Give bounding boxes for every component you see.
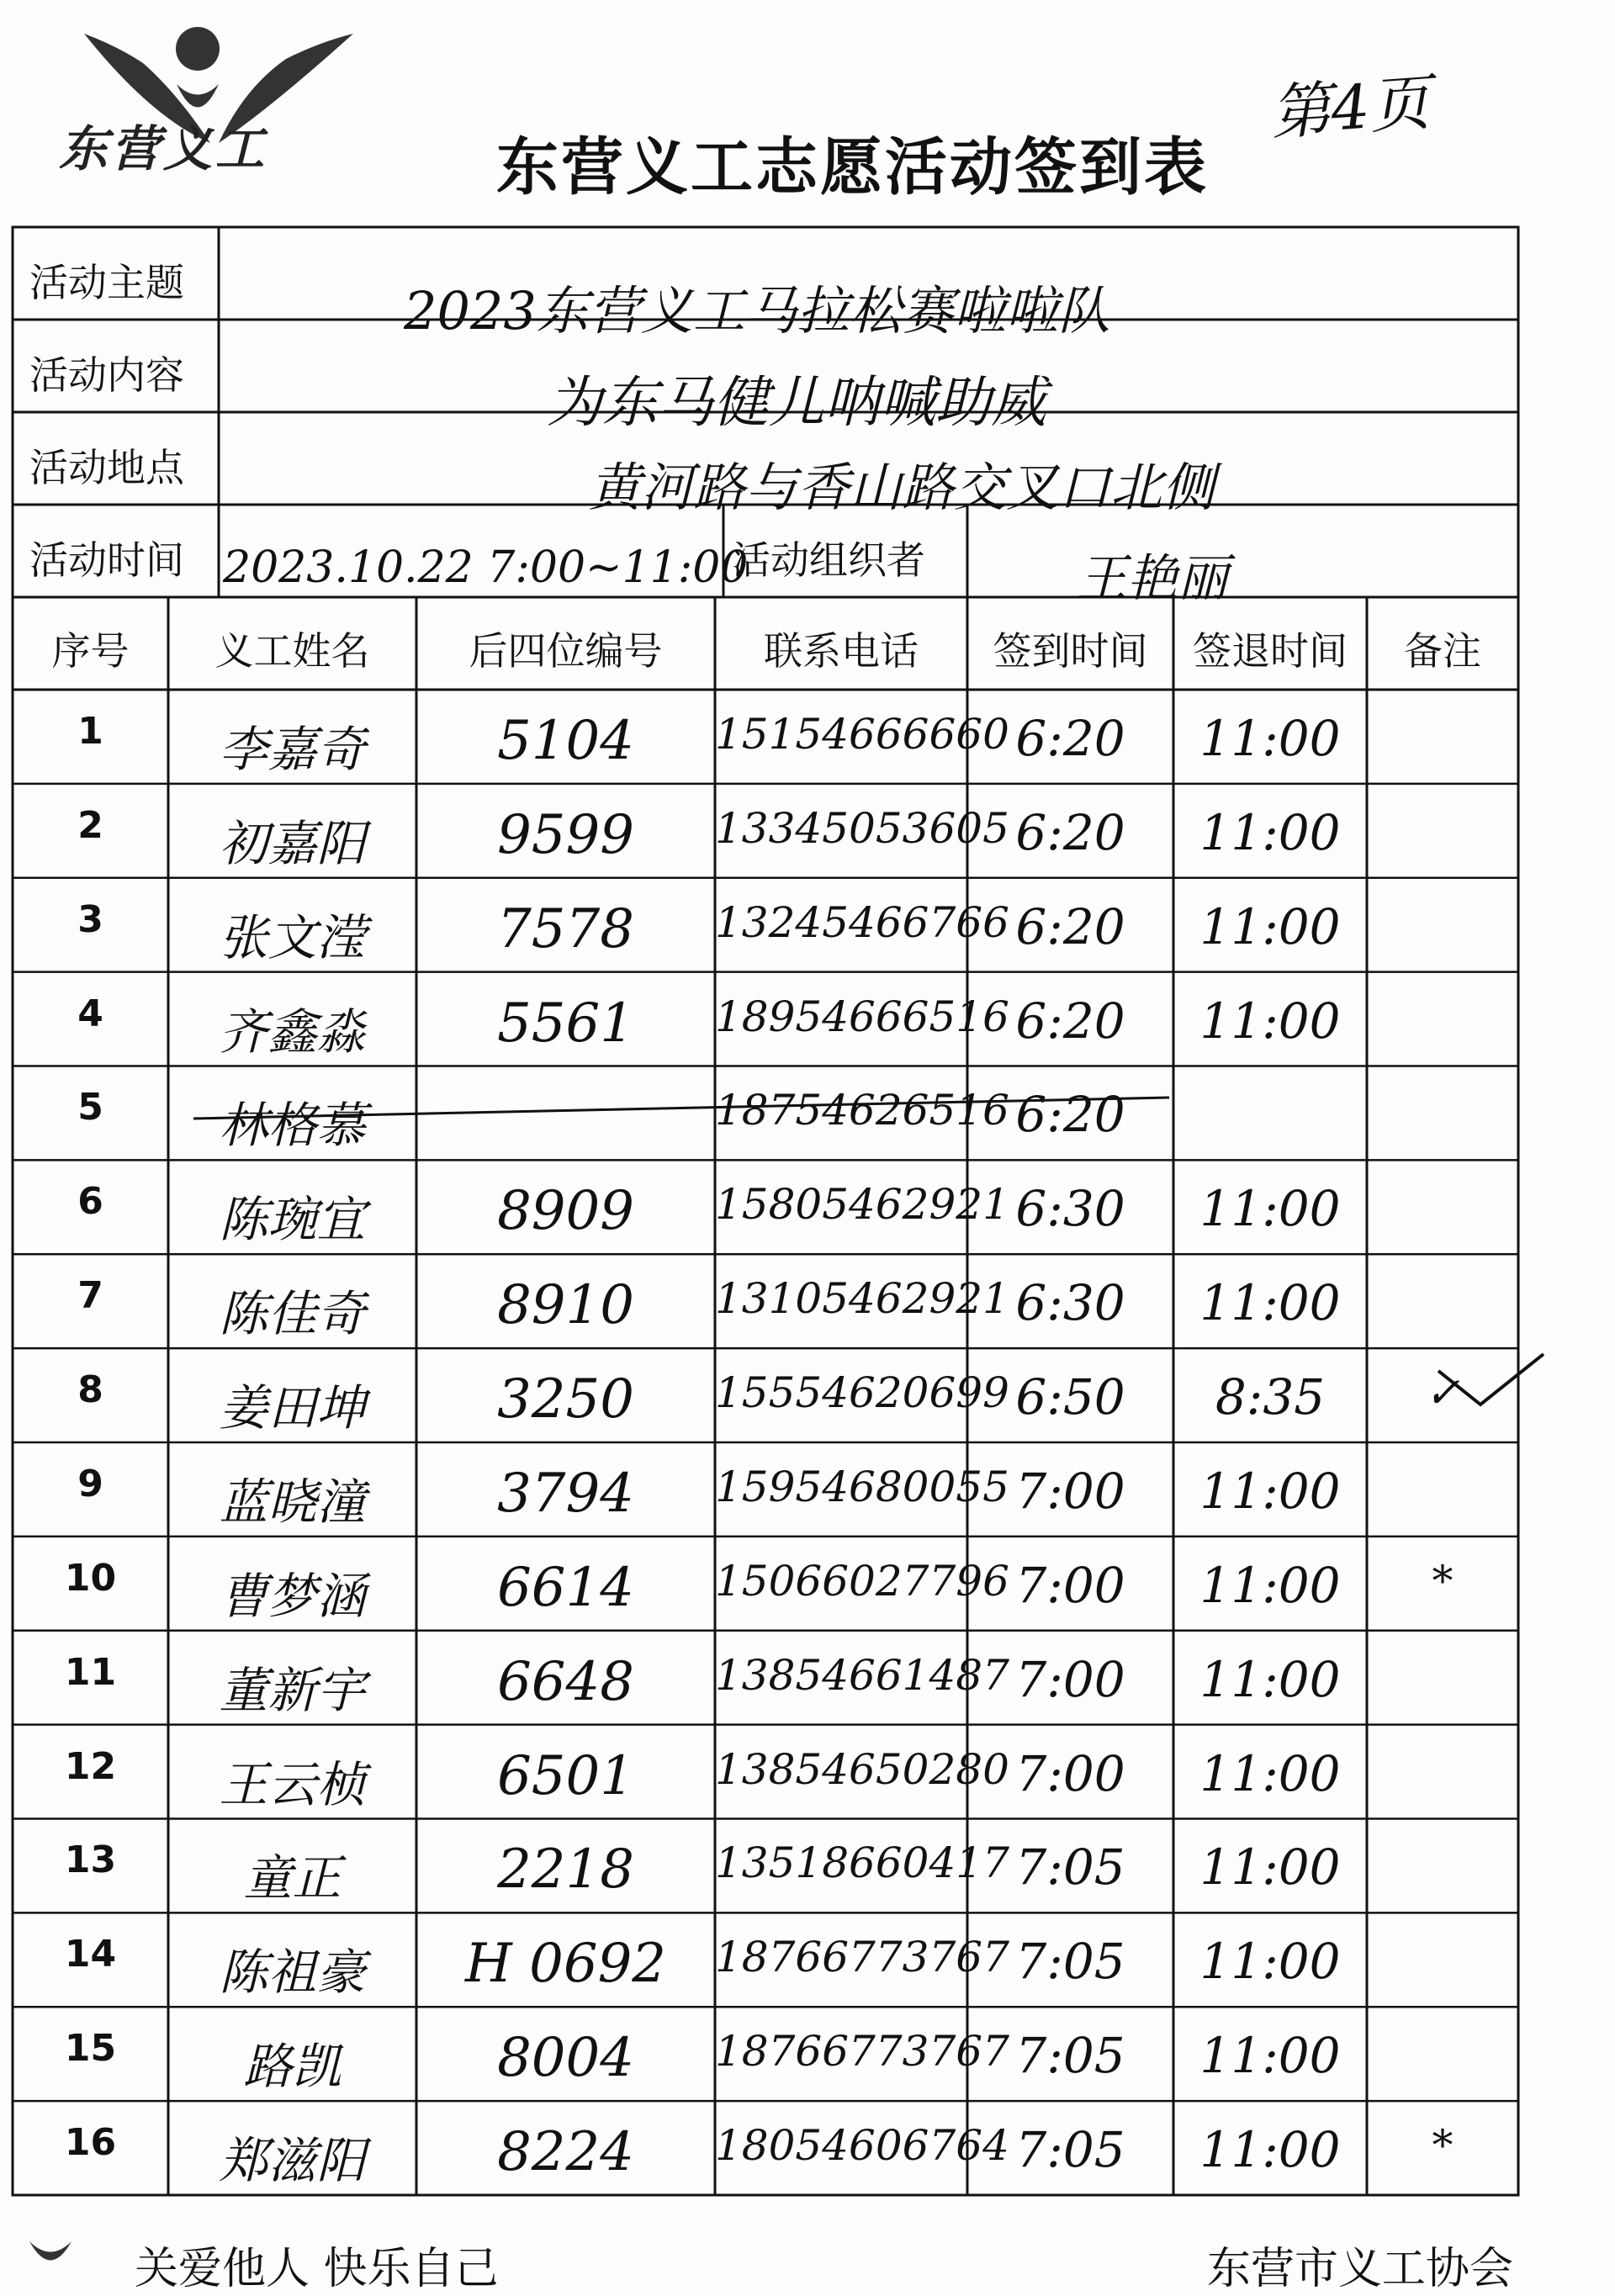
volunteer-code: 8224 <box>497 2121 634 2184</box>
checkout-time: 8:35 <box>1215 1368 1326 1426</box>
row-number: 4 <box>77 992 103 1035</box>
checkout-time: 11:00 <box>1199 1556 1341 1614</box>
checkin-time: 6:30 <box>1015 1180 1125 1238</box>
row-number: 8 <box>77 1368 103 1412</box>
checkout-time: 11:00 <box>1199 1744 1341 1802</box>
checkout-time: 11:00 <box>1199 1838 1341 1897</box>
page-title: 东营义工志愿活动签到表 <box>496 131 1209 204</box>
volunteer-code: 6648 <box>497 1650 634 1713</box>
volunteer-code: 8909 <box>497 1180 634 1243</box>
phone-number: 18754626516 <box>715 1086 1009 1135</box>
phone-number: 13854650280 <box>715 1744 1009 1794</box>
checkin-time: 6:20 <box>1015 992 1125 1050</box>
row-number: 5 <box>77 1086 103 1129</box>
volunteer-code: H 0692 <box>464 1933 667 1996</box>
checkin-time: 6:30 <box>1015 1274 1125 1332</box>
theme-label: 活动主题 <box>29 260 184 305</box>
row-number: 11 <box>64 1650 117 1694</box>
row-number: 6 <box>77 1180 103 1224</box>
checkin-time: 6:20 <box>1015 897 1125 955</box>
header-code: 后四位编号 <box>469 628 663 674</box>
volunteer-name: 张文滢 <box>219 908 366 966</box>
volunteer-code: 6614 <box>497 1556 634 1619</box>
volunteer-name: 陈琬宜 <box>219 1191 366 1249</box>
phone-number: 13854661487 <box>715 1650 1009 1700</box>
volunteer-code: 7578 <box>497 897 634 960</box>
volunteer-name: 曹梦涵 <box>219 1567 366 1625</box>
checkout-time: 11:00 <box>1199 803 1341 861</box>
header-checkin: 签到时间 <box>993 628 1148 674</box>
phone-number: 15066027796 <box>715 1556 1009 1606</box>
phone-number: 18766773767 <box>715 1933 1009 1982</box>
checkin-time: 7:05 <box>1015 1838 1125 1897</box>
phone-number: 13518660417 <box>715 1838 1009 1888</box>
checkout-time: 11:00 <box>1199 1274 1341 1332</box>
volunteer-name: 董新宇 <box>219 1661 366 1719</box>
checkout-time: 11:00 <box>1199 897 1341 955</box>
checkout-time: 11:00 <box>1199 709 1341 767</box>
checkin-time: 6:20 <box>1015 1086 1125 1144</box>
volunteer-code: 8910 <box>497 1274 634 1337</box>
note: ✓ <box>1425 1368 1460 1418</box>
checkin-time: 7:05 <box>1015 1933 1125 1991</box>
header-note: 备注 <box>1404 628 1481 674</box>
phone-number: 15954680055 <box>715 1462 1009 1511</box>
time-label: 活动时间 <box>29 537 184 583</box>
organizer-value: 王艳丽 <box>1077 549 1228 608</box>
row-number: 13 <box>64 1838 117 1882</box>
row-number: 10 <box>64 1556 117 1600</box>
checkin-time: 7:00 <box>1015 1462 1125 1520</box>
checkout-time: 11:00 <box>1199 1462 1341 1520</box>
header-checkout: 签退时间 <box>1193 628 1348 674</box>
checkin-time: 7:00 <box>1015 1556 1125 1614</box>
volunteer-name: 李嘉奇 <box>219 720 366 778</box>
row-number: 9 <box>77 1462 103 1505</box>
checkout-time: 11:00 <box>1199 1933 1341 1991</box>
note: * <box>1432 2121 1454 2171</box>
volunteer-code: 9599 <box>497 803 634 866</box>
volunteer-name: 齐鑫淼 <box>219 1003 366 1061</box>
volunteer-name: 路凯 <box>243 2038 342 2096</box>
checkout-time: 11:00 <box>1199 2027 1341 2085</box>
row-number: 12 <box>64 1744 117 1788</box>
volunteer-name: 陈佳奇 <box>219 1285 366 1343</box>
volunteer-name: 初嘉阳 <box>219 814 366 872</box>
footer-slogan: 关爱他人 快乐自己 <box>135 2244 499 2294</box>
row-number: 15 <box>64 2027 117 2071</box>
phone-number: 15154666660 <box>715 709 1009 759</box>
place-label: 活动地点 <box>29 445 184 490</box>
volunteer-code: 5561 <box>497 992 634 1055</box>
checkout-time: 11:00 <box>1199 992 1341 1050</box>
phone-number: 15554620699 <box>715 1368 1009 1418</box>
checkin-time: 6:20 <box>1015 709 1125 767</box>
row-number: 16 <box>64 2121 117 2165</box>
volunteer-name: 姜田坤 <box>219 1379 366 1437</box>
checkout-time: 11:00 <box>1199 2121 1341 2179</box>
footer-logo-icon <box>25 2233 76 2283</box>
phone-number: 18054606764 <box>715 2121 1009 2171</box>
note: * <box>1432 1556 1454 1606</box>
volunteer-code: 3250 <box>497 1368 634 1431</box>
volunteer-code: 5104 <box>497 709 634 772</box>
volunteer-name: 童正 <box>243 1849 342 1907</box>
header-phone: 联系电话 <box>764 628 919 674</box>
checkin-time: 6:50 <box>1015 1368 1125 1426</box>
checkout-time: 11:00 <box>1199 1180 1341 1238</box>
checkin-time: 7:05 <box>1015 2121 1125 2179</box>
checkin-time: 6:20 <box>1015 803 1125 861</box>
row-number: 14 <box>64 1933 117 1976</box>
theme-value: 2023东营义工马拉松赛啦啦队 <box>404 280 1110 341</box>
logo-text: 东营义工 <box>59 120 268 177</box>
phone-number: 18954666516 <box>715 992 1009 1041</box>
content-value: 为东马健儿呐喊助威 <box>547 370 1046 435</box>
volunteer-name: 林格慕 <box>219 1097 366 1155</box>
header-name: 义工姓名 <box>214 628 370 674</box>
checkin-time: 7:00 <box>1015 1744 1125 1802</box>
row-number: 7 <box>77 1274 103 1318</box>
header-no: 序号 <box>51 628 130 674</box>
phone-number: 13245466766 <box>715 897 1009 947</box>
row-number: 3 <box>77 897 103 941</box>
footer-org: 东营市义工协会 <box>1207 2244 1514 2294</box>
organizer-label: 活动组织者 <box>732 537 925 583</box>
page-number-note: 第4页 <box>1268 66 1432 149</box>
volunteer-name: 蓝晓潼 <box>219 1473 366 1531</box>
volunteer-code: 8004 <box>497 2027 634 2090</box>
row-number: 1 <box>77 709 103 753</box>
phone-number: 13345053605 <box>715 803 1009 853</box>
place-value: 黄河路与香山路交叉口北侧 <box>589 457 1215 518</box>
time-value: 2023.10.22 7:00~11:00 <box>223 542 749 593</box>
phone-number: 18766773767 <box>715 2027 1009 2076</box>
content-label: 活动内容 <box>29 352 184 398</box>
checkin-time: 7:05 <box>1015 2027 1125 2085</box>
row-number: 2 <box>77 803 103 847</box>
checkin-time: 7:00 <box>1015 1650 1125 1708</box>
phone-number: 15805462921 <box>715 1180 1009 1230</box>
volunteer-code: 3794 <box>497 1462 634 1525</box>
volunteer-name: 陈祖豪 <box>219 1944 366 2002</box>
phone-number: 13105462921 <box>715 1274 1009 1324</box>
checkout-time: 11:00 <box>1199 1650 1341 1708</box>
volunteer-code: 6501 <box>497 1744 634 1807</box>
volunteer-name: 王云桢 <box>219 1755 366 1813</box>
volunteer-code: 2218 <box>497 1838 634 1902</box>
volunteer-name: 郑滋阳 <box>219 2132 366 2190</box>
